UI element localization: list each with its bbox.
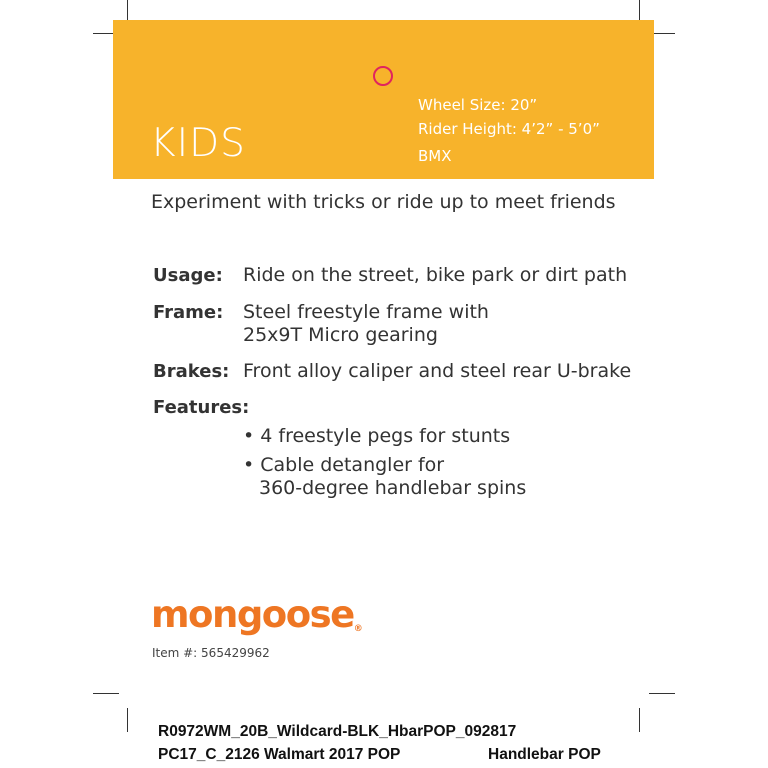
bike-style-spec: BMX: [418, 147, 452, 165]
frame-value-line2: 25x9T Micro gearing: [243, 324, 438, 346]
usage-label: Usage:: [153, 265, 223, 286]
rider-height-spec: Rider Height: 4’2” - 5’0”: [418, 120, 600, 138]
footer-job-code: R0972WM_20B_Wildcard-BLK_HbarPOP_092817: [158, 723, 517, 740]
brakes-value: Front alloy caliper and steel rear U-brake: [243, 360, 632, 382]
registration-circle-icon: [373, 66, 393, 86]
feature-item-text: • Cable detangler for: [243, 454, 445, 476]
frame-value-line1: Steel freestyle frame with: [243, 301, 489, 323]
crop-mark-bottom-left: [127, 708, 128, 732]
brand-name: mongoose: [151, 593, 354, 636]
item-number: Item #: 565429962: [152, 646, 270, 660]
features-label: Features:: [153, 397, 250, 418]
crop-mark-bottom-left-h: [93, 693, 119, 694]
footer-pop-type: Handlebar POP: [488, 746, 601, 763]
feature-item: [243, 454, 526, 500]
usage-value: Ride on the street, bike park or dirt path: [243, 264, 628, 286]
tagline: Experiment with tricks or ride up to meet friends: [151, 191, 616, 213]
footer-campaign-code: PC17_C_2126 Walmart 2017 POP: [158, 746, 401, 763]
wheel-size-spec: Wheel Size: 20”: [418, 96, 538, 114]
brakes-label: Brakes:: [153, 361, 230, 382]
feature-item-text: • 4 freestyle pegs for stunts: [243, 425, 511, 447]
frame-label: Frame:: [153, 302, 224, 323]
mongoose-logo: [151, 590, 363, 640]
registered-mark: ®: [353, 624, 363, 634]
crop-mark-bottom-right: [639, 708, 640, 732]
crop-mark-bottom-right-h: [649, 693, 675, 694]
feature-item-text-continued: 360-degree handlebar spins: [259, 477, 527, 499]
category-title: KIDS: [150, 121, 246, 166]
feature-item: [243, 425, 510, 448]
